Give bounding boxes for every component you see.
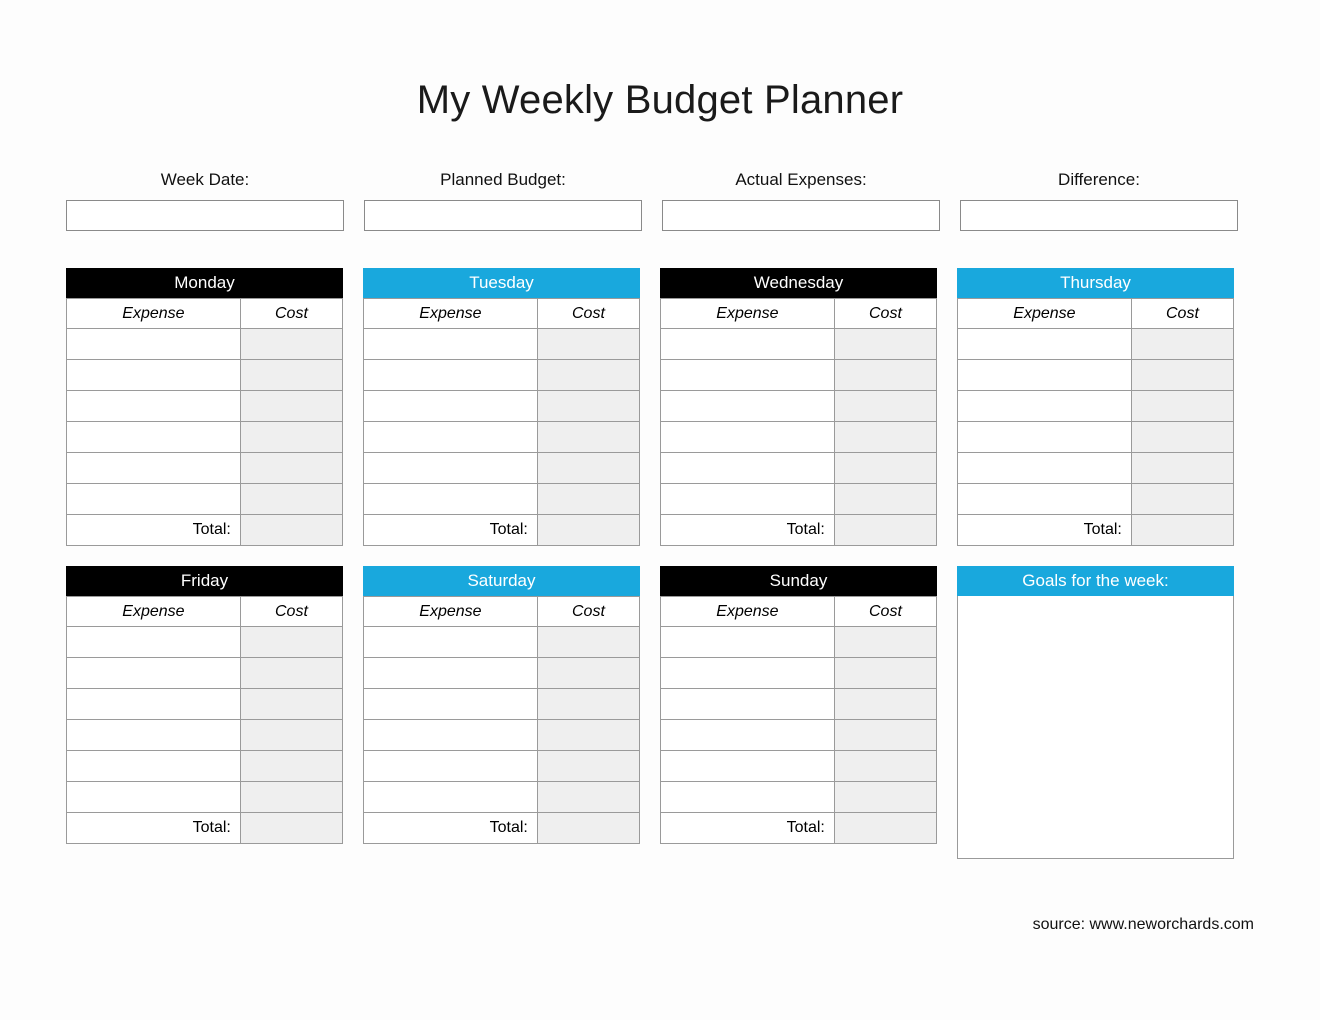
field-label-difference: Difference: bbox=[1058, 170, 1140, 189]
goals-textarea[interactable] bbox=[957, 596, 1234, 859]
cost-cell[interactable] bbox=[240, 484, 342, 515]
expense-cell[interactable] bbox=[661, 720, 835, 751]
table-row bbox=[364, 689, 640, 720]
day-table-friday bbox=[66, 596, 343, 844]
expense-cell[interactable] bbox=[67, 751, 241, 782]
table-row bbox=[364, 751, 640, 782]
column-header-expense: Expense bbox=[661, 597, 835, 627]
expense-cell[interactable] bbox=[958, 422, 1132, 453]
expense-cell[interactable] bbox=[661, 329, 835, 360]
page-title: My Weekly Budget Planner bbox=[416, 78, 904, 122]
cost-cell[interactable] bbox=[240, 329, 342, 360]
table-row bbox=[661, 627, 937, 658]
cost-cell[interactable] bbox=[537, 782, 639, 813]
table-row bbox=[364, 627, 640, 658]
field-input-week-date[interactable] bbox=[66, 200, 344, 231]
column-header-cost: Cost bbox=[1131, 299, 1233, 329]
cost-cell[interactable] bbox=[834, 422, 936, 453]
total-label: Total: bbox=[661, 813, 835, 844]
cost-cell[interactable] bbox=[834, 391, 936, 422]
day-card-saturday bbox=[363, 566, 640, 859]
expense-cell[interactable] bbox=[67, 720, 241, 751]
day-card-monday bbox=[66, 268, 343, 546]
table-row-total bbox=[364, 515, 640, 546]
day-table-sunday bbox=[660, 596, 937, 844]
expense-cell[interactable] bbox=[67, 453, 241, 484]
expense-cell[interactable] bbox=[364, 689, 538, 720]
field-week-date bbox=[66, 170, 344, 231]
expense-cell[interactable] bbox=[661, 751, 835, 782]
expense-cell[interactable] bbox=[364, 720, 538, 751]
cost-cell[interactable] bbox=[834, 453, 936, 484]
cost-cell[interactable] bbox=[240, 782, 342, 813]
expense-cell[interactable] bbox=[364, 658, 538, 689]
expense-cell[interactable] bbox=[661, 782, 835, 813]
cost-cell[interactable] bbox=[1131, 360, 1233, 391]
table-row bbox=[958, 484, 1234, 515]
cost-cell[interactable] bbox=[240, 391, 342, 422]
table-row bbox=[67, 782, 343, 813]
table-row bbox=[364, 782, 640, 813]
cost-cell[interactable] bbox=[240, 627, 342, 658]
table-row bbox=[364, 658, 640, 689]
cost-cell[interactable] bbox=[537, 689, 639, 720]
expense-cell[interactable] bbox=[661, 391, 835, 422]
total-label: Total: bbox=[364, 813, 538, 844]
table-row bbox=[661, 782, 937, 813]
table-row bbox=[67, 391, 343, 422]
table-row-total bbox=[958, 515, 1234, 546]
table-row-total bbox=[67, 813, 343, 844]
cost-cell[interactable] bbox=[240, 658, 342, 689]
cost-cell[interactable] bbox=[240, 689, 342, 720]
day-table-wednesday bbox=[660, 298, 937, 546]
table-row bbox=[364, 360, 640, 391]
expense-cell[interactable] bbox=[67, 391, 241, 422]
cost-cell[interactable] bbox=[834, 627, 936, 658]
total-value[interactable] bbox=[537, 813, 639, 844]
column-header-expense: Expense bbox=[364, 299, 538, 329]
total-label: Total: bbox=[67, 813, 241, 844]
field-difference bbox=[960, 170, 1238, 231]
table-row bbox=[661, 751, 937, 782]
field-label-planned-budget: Planned Budget: bbox=[440, 170, 566, 189]
day-cards-grid bbox=[66, 268, 1256, 859]
table-row bbox=[67, 751, 343, 782]
field-input-actual-expenses[interactable] bbox=[662, 200, 940, 231]
cost-cell[interactable] bbox=[240, 453, 342, 484]
cost-cell[interactable] bbox=[537, 453, 639, 484]
table-row bbox=[958, 360, 1234, 391]
day-card-tuesday bbox=[363, 268, 640, 546]
cost-cell[interactable] bbox=[834, 751, 936, 782]
expense-cell[interactable] bbox=[364, 627, 538, 658]
cost-cell[interactable] bbox=[537, 391, 639, 422]
expense-cell[interactable] bbox=[67, 329, 241, 360]
table-row bbox=[661, 391, 937, 422]
field-planned-budget bbox=[364, 170, 642, 231]
cost-cell[interactable] bbox=[1131, 484, 1233, 515]
table-row bbox=[67, 627, 343, 658]
day-header-friday: Friday bbox=[66, 566, 343, 596]
column-header-cost: Cost bbox=[834, 597, 936, 627]
day-header-tuesday: Tuesday bbox=[363, 268, 640, 298]
day-table-thursday bbox=[957, 298, 1234, 546]
total-value[interactable] bbox=[240, 515, 342, 546]
field-actual-expenses bbox=[662, 170, 940, 231]
expense-cell[interactable] bbox=[364, 751, 538, 782]
table-row bbox=[661, 329, 937, 360]
column-header-expense: Expense bbox=[661, 299, 835, 329]
expense-cell[interactable] bbox=[67, 658, 241, 689]
day-card-sunday bbox=[660, 566, 937, 859]
day-header-thursday: Thursday bbox=[957, 268, 1234, 298]
table-row bbox=[67, 453, 343, 484]
cost-cell[interactable] bbox=[834, 484, 936, 515]
cost-cell[interactable] bbox=[537, 627, 639, 658]
total-value[interactable] bbox=[1131, 515, 1233, 546]
table-row bbox=[958, 391, 1234, 422]
table-row bbox=[67, 422, 343, 453]
table-row-total bbox=[661, 813, 937, 844]
total-label: Total: bbox=[364, 515, 538, 546]
column-header-expense: Expense bbox=[364, 597, 538, 627]
field-input-difference[interactable] bbox=[960, 200, 1238, 231]
day-header-monday: Monday bbox=[66, 268, 343, 298]
expense-cell[interactable] bbox=[958, 360, 1132, 391]
expense-cell[interactable] bbox=[67, 689, 241, 720]
total-value[interactable] bbox=[537, 515, 639, 546]
cost-cell[interactable] bbox=[537, 329, 639, 360]
expense-cell[interactable] bbox=[364, 360, 538, 391]
total-label: Total: bbox=[67, 515, 241, 546]
day-card-thursday bbox=[957, 268, 1234, 546]
cost-cell[interactable] bbox=[537, 720, 639, 751]
table-row bbox=[661, 689, 937, 720]
table-row bbox=[958, 422, 1234, 453]
table-row-total bbox=[67, 515, 343, 546]
expense-cell[interactable] bbox=[67, 782, 241, 813]
table-row bbox=[661, 484, 937, 515]
cost-cell[interactable] bbox=[240, 720, 342, 751]
total-label: Total: bbox=[958, 515, 1132, 546]
table-row bbox=[661, 658, 937, 689]
field-label-week-date: Week Date: bbox=[160, 170, 250, 189]
total-value[interactable] bbox=[240, 813, 342, 844]
cost-cell[interactable] bbox=[1131, 391, 1233, 422]
total-value[interactable] bbox=[834, 515, 936, 546]
day-card-friday bbox=[66, 566, 343, 859]
expense-cell[interactable] bbox=[67, 360, 241, 391]
table-row bbox=[67, 689, 343, 720]
expense-cell[interactable] bbox=[958, 484, 1132, 515]
table-row-total bbox=[661, 515, 937, 546]
goals-card bbox=[957, 566, 1234, 859]
source-credit: source: www.neworchards.com bbox=[1032, 916, 1254, 933]
cost-cell[interactable] bbox=[240, 360, 342, 391]
cost-cell[interactable] bbox=[1131, 329, 1233, 360]
day-header-wednesday: Wednesday bbox=[660, 268, 937, 298]
total-value[interactable] bbox=[834, 813, 936, 844]
table-row bbox=[67, 329, 343, 360]
expense-cell[interactable] bbox=[661, 484, 835, 515]
expense-cell[interactable] bbox=[661, 360, 835, 391]
expense-cell[interactable] bbox=[67, 627, 241, 658]
table-row bbox=[364, 391, 640, 422]
expense-cell[interactable] bbox=[661, 422, 835, 453]
table-row bbox=[661, 360, 937, 391]
cost-cell[interactable] bbox=[834, 360, 936, 391]
goals-header: Goals for the week: bbox=[957, 566, 1234, 596]
day-card-wednesday bbox=[660, 268, 937, 546]
cost-cell[interactable] bbox=[834, 329, 936, 360]
expense-cell[interactable] bbox=[661, 689, 835, 720]
expense-cell[interactable] bbox=[958, 329, 1132, 360]
table-row bbox=[958, 453, 1234, 484]
table-row bbox=[364, 484, 640, 515]
cost-cell[interactable] bbox=[537, 751, 639, 782]
day-table-tuesday bbox=[363, 298, 640, 546]
field-label-actual-expenses: Actual Expenses: bbox=[735, 170, 867, 189]
cost-cell[interactable] bbox=[240, 751, 342, 782]
expense-cell[interactable] bbox=[661, 627, 835, 658]
expense-cell[interactable] bbox=[364, 329, 538, 360]
expense-cell[interactable] bbox=[364, 453, 538, 484]
cost-cell[interactable] bbox=[537, 658, 639, 689]
column-header-expense: Expense bbox=[67, 597, 241, 627]
table-row bbox=[364, 453, 640, 484]
cost-cell[interactable] bbox=[834, 720, 936, 751]
column-header-cost: Cost bbox=[537, 597, 639, 627]
table-row bbox=[364, 422, 640, 453]
day-table-monday bbox=[66, 298, 343, 546]
cost-cell[interactable] bbox=[537, 422, 639, 453]
expense-cell[interactable] bbox=[364, 484, 538, 515]
column-header-expense: Expense bbox=[958, 299, 1132, 329]
table-row bbox=[661, 720, 937, 751]
field-input-planned-budget[interactable] bbox=[364, 200, 642, 231]
table-row bbox=[67, 720, 343, 751]
cost-cell[interactable] bbox=[834, 689, 936, 720]
expense-cell[interactable] bbox=[958, 453, 1132, 484]
expense-cell[interactable] bbox=[67, 484, 241, 515]
table-row bbox=[67, 484, 343, 515]
table-row bbox=[958, 329, 1234, 360]
expense-cell[interactable] bbox=[364, 782, 538, 813]
column-header-cost: Cost bbox=[240, 597, 342, 627]
total-label: Total: bbox=[661, 515, 835, 546]
summary-fields bbox=[66, 170, 1254, 231]
cost-cell[interactable] bbox=[537, 484, 639, 515]
table-row bbox=[364, 329, 640, 360]
table-row bbox=[67, 658, 343, 689]
column-header-expense: Expense bbox=[67, 299, 241, 329]
expense-cell[interactable] bbox=[661, 658, 835, 689]
expense-cell[interactable] bbox=[661, 453, 835, 484]
cost-cell[interactable] bbox=[834, 782, 936, 813]
cost-cell[interactable] bbox=[240, 422, 342, 453]
table-row-total bbox=[364, 813, 640, 844]
column-header-cost: Cost bbox=[240, 299, 342, 329]
expense-cell[interactable] bbox=[364, 391, 538, 422]
column-header-cost: Cost bbox=[834, 299, 936, 329]
cost-cell[interactable] bbox=[1131, 453, 1233, 484]
cost-cell[interactable] bbox=[834, 658, 936, 689]
expense-cell[interactable] bbox=[958, 391, 1132, 422]
day-table-saturday bbox=[363, 596, 640, 844]
day-header-saturday: Saturday bbox=[363, 566, 640, 596]
table-row bbox=[661, 422, 937, 453]
expense-cell[interactable] bbox=[67, 422, 241, 453]
cost-cell[interactable] bbox=[537, 360, 639, 391]
column-header-cost: Cost bbox=[537, 299, 639, 329]
cost-cell[interactable] bbox=[1131, 422, 1233, 453]
table-row bbox=[67, 360, 343, 391]
expense-cell[interactable] bbox=[364, 422, 538, 453]
day-header-sunday: Sunday bbox=[660, 566, 937, 596]
table-row bbox=[364, 720, 640, 751]
table-row bbox=[661, 453, 937, 484]
